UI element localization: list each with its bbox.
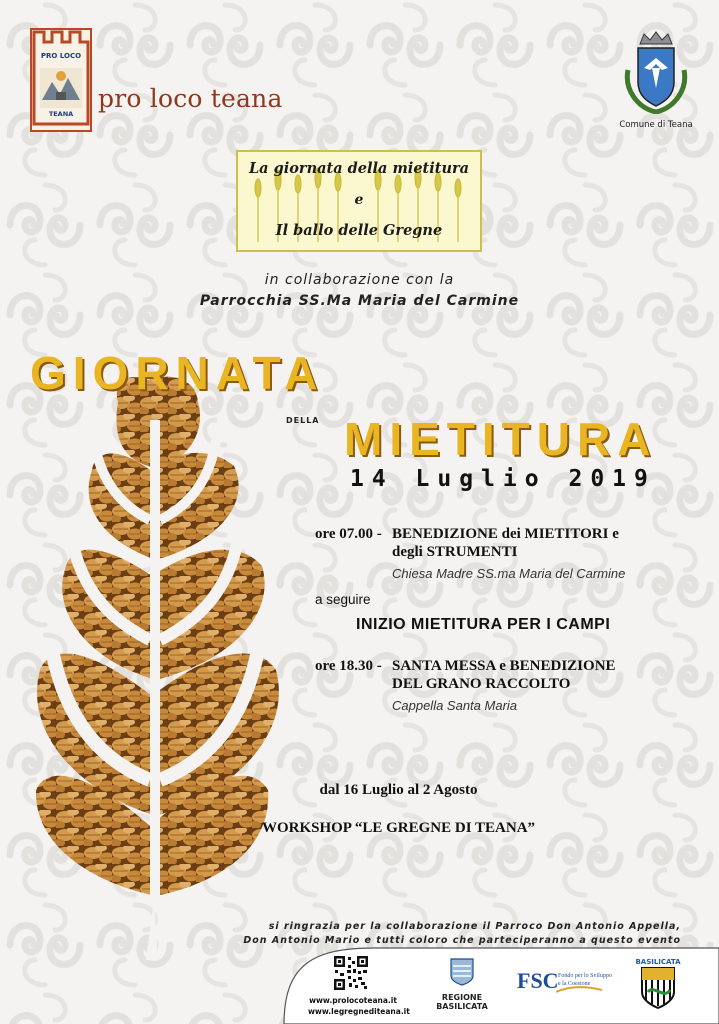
event-badge [236,150,482,252]
basilicata-label: BASILICATA [635,958,681,966]
regione-shield-icon [450,958,474,986]
program-then: a seguire [315,592,371,607]
comune-label: Comune di Teana [619,120,693,130]
proloco-logo [30,28,92,132]
program-item-1-title-a: BENEDIZIONE dei MIETITORI e [392,526,619,542]
website-link-proloco[interactable]: www.prolocoteana.it [309,996,397,1005]
basilicata-logo [634,958,682,1014]
regione-label-2: BASILICATA [436,1002,488,1011]
program-item-2-title-b: DEL GRANO RACCOLTO [392,676,571,692]
collaboration-parish: Parrocchia SS.Ma Maria del Carmine [199,293,520,309]
fsc-subtitle-line-1: Fondo per lo Sviluppo [558,973,612,979]
title-giornata: GIORNATA [30,347,325,399]
fsc-logo: FSC [517,968,559,993]
coat-of-arms-icon [616,30,696,114]
workshop-title: WORKSHOP “LE GREGNE DI TEANA” [261,820,536,836]
badge-line-2: e [354,192,364,208]
program-highlight: INIZIO MIETITURA PER I CAMPI [356,616,611,633]
title-mietitura: MIETITURA [344,413,658,465]
program-item-1-time: ore 07.00 - [315,526,382,542]
program-item-1-place: Chiesa Madre SS.ma Maria del Carmine [392,566,626,581]
regione-basilicata-logo [432,958,492,1011]
acknowledgements-line-1: si ringrazia per la collaborazione il Parroco Don Antonio Appella, [268,921,681,932]
fsc-swoosh-icon [556,986,602,994]
qr-code-icon[interactable] [333,955,369,991]
program-item-2-title-a: SANTA MESSA e BENEDIZIONE [392,658,616,674]
fsc-subtitle-line-2: e la Coesione [558,981,591,987]
website-link-gregne[interactable]: www.legregnediteana.it [308,1007,410,1016]
regione-label-1: REGIONE [441,993,483,1002]
comune-crest [616,30,696,130]
title-della: DELLA [286,416,320,425]
proloco-wordmark: pro loco teana [98,84,283,113]
proloco-emblem-top: PRO LOCO [40,52,82,60]
event-date: 14 Luglio 2019 [350,466,656,492]
program-item-2-time: ore 18.30 - [315,658,382,674]
badge-line-1: La giornata della mietitura [248,160,470,177]
badge-line-3: Il ballo delle Gregne [275,222,443,239]
proloco-emblem-bottom: TEANA [48,110,74,118]
program-item-2-place: Cappella Santa Maria [392,698,518,713]
program-item-1-title-b: degli STRUMENTI [392,544,518,560]
acknowledgements-line-2: Don Antonio Mario e tutti coloro che parteciperanno a questo evento [243,935,681,946]
collaboration-intro: in collaborazione con la [264,272,455,288]
basilicata-shield-icon [640,966,676,1010]
workshop-period: dal 16 Luglio al 2 Agosto [319,782,478,798]
